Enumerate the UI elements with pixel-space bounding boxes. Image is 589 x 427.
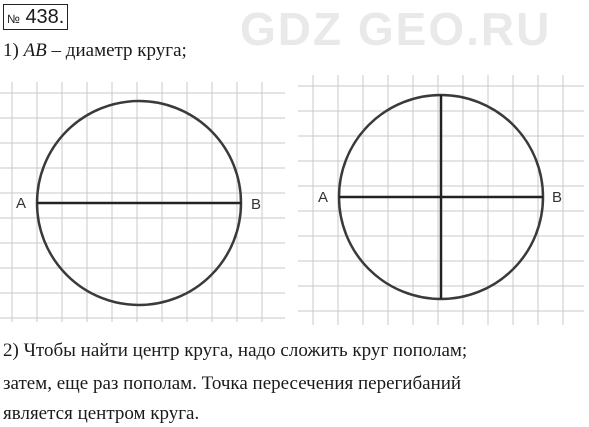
watermark: GDZ GEO.RU <box>240 3 552 55</box>
problem-number-value: 438. <box>25 6 65 28</box>
figure2-label-a: A <box>318 189 329 206</box>
figure1-label-b: B <box>251 196 262 213</box>
part2-line2: затем, еще раз пополам. Точка пересечения перегибаний <box>3 373 462 394</box>
figure1-label-a: A <box>16 195 27 212</box>
figure1-circle-diameter <box>0 82 285 322</box>
number-sign: № <box>7 12 20 26</box>
part1-math: AB <box>23 40 47 61</box>
figure2-circle-center <box>298 75 584 325</box>
part2-line1: 2) Чтобы найти центр круга, надо сложить круг пополам; <box>3 340 468 361</box>
part1-rest: – диаметр круга; <box>46 40 187 61</box>
figure2-label-b: B <box>552 189 563 206</box>
part1-text <box>3 40 187 62</box>
part2-line3: является центром круга. <box>3 403 200 424</box>
problem-number <box>3 4 68 30</box>
part1-prefix: 1) <box>3 40 19 61</box>
